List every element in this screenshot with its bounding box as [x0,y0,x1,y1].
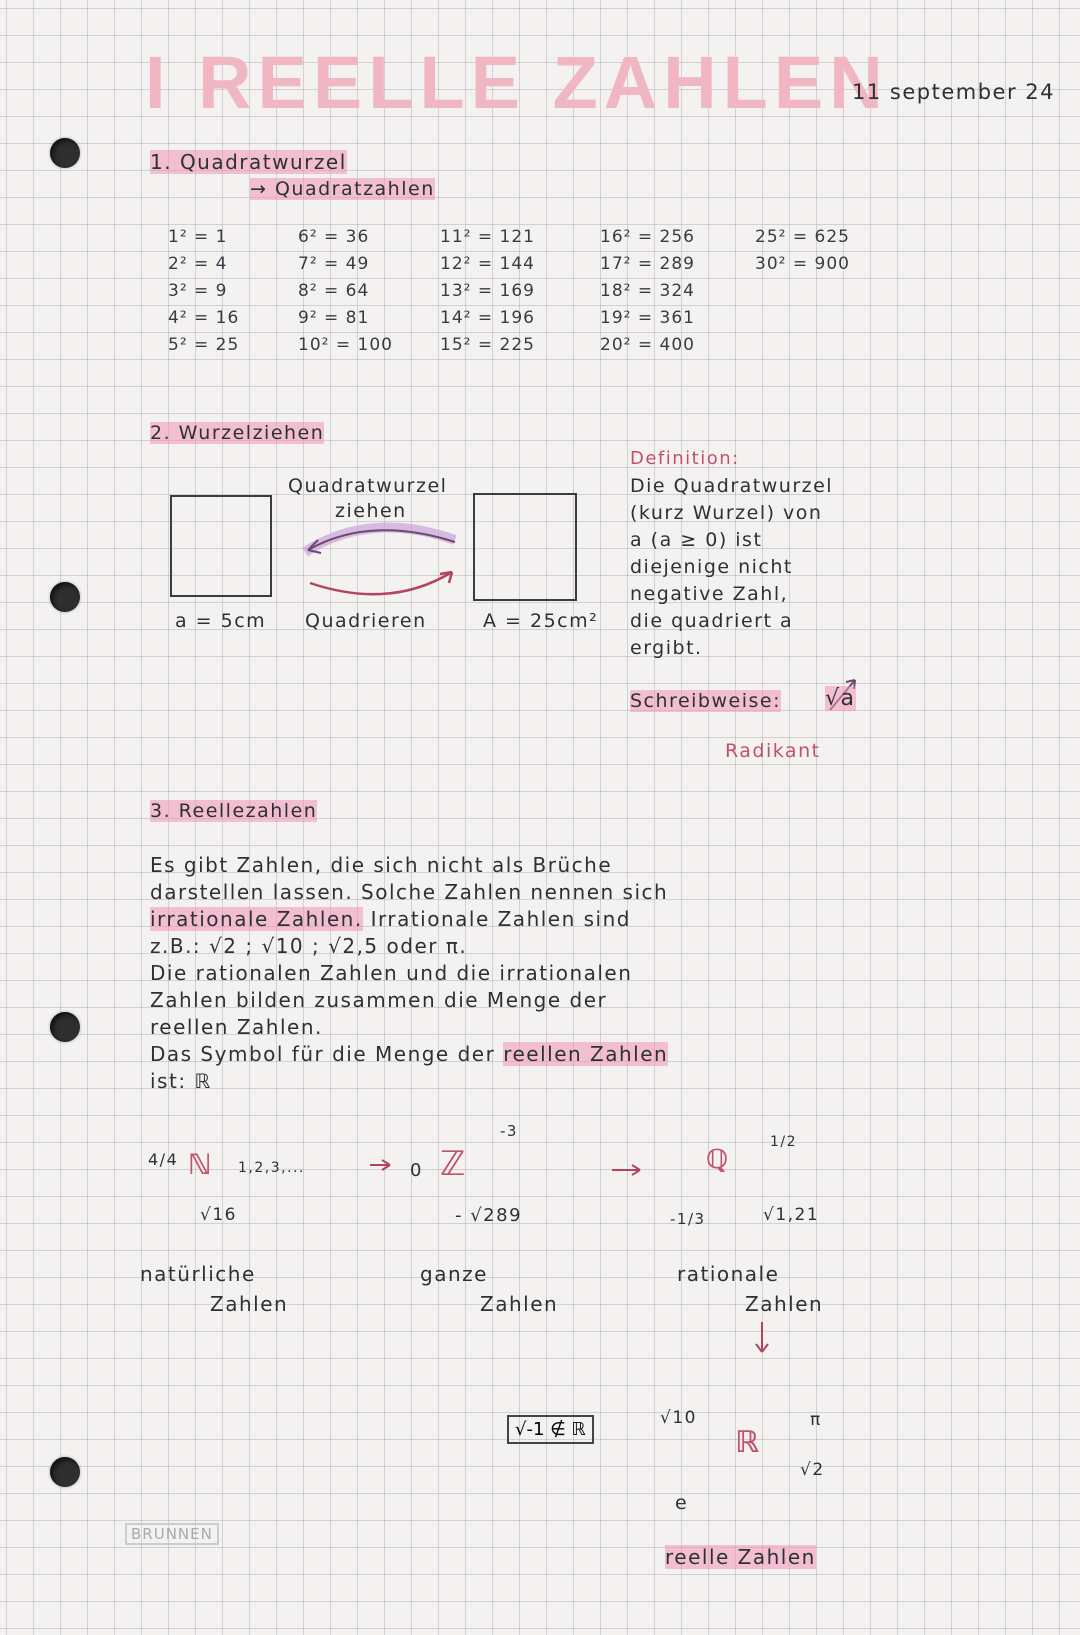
definition-line: die quadriert a [630,610,794,632]
definition-title: Definition: [630,448,740,469]
square-item: 17² = 289 [600,254,695,274]
rational-half: 1/2 [770,1134,798,1150]
brand-logo: BRUNNEN [125,1523,219,1545]
notation-symbol: √a [825,686,856,711]
definition-line: negative Zahl, [630,583,789,605]
paragraph-line: ist: ℝ [150,1069,212,1093]
area-label: A = 25cm² [483,610,599,632]
rational-symbol: ℚ [706,1145,730,1175]
square-item: 12² = 144 [440,254,535,274]
paragraph-line: reellen Zahlen. [150,1015,323,1039]
square-item: 4² = 16 [168,308,240,328]
paragraph-line: Zahlen bilden zusammen die Menge der [150,988,608,1012]
square-item: 6² = 36 [298,227,370,247]
square-item: 30² = 900 [755,254,850,274]
real-sqrt2: √2 [800,1460,825,1480]
square-item: 15² = 225 [440,335,535,355]
notation-label: Schreibweise: [630,690,781,712]
square-item: 11² = 121 [440,227,535,247]
paragraph-line: darstellen lassen. Solche Zahlen nennen sich [150,880,669,904]
square-item: 8² = 64 [298,281,370,301]
natural-label-1: natürliche [140,1262,256,1286]
natural-fraction: 4/4 [148,1150,179,1169]
natural-root: √16 [200,1205,237,1225]
square-item: 20² = 400 [600,335,695,355]
arrow-top-label-2: ziehen [335,500,407,522]
paragraph-line: irrationale Zahlen. Irrationale Zahlen sind [150,907,631,931]
square-item: 1² = 1 [168,227,228,247]
definition-line: (kurz Wurzel) von [630,502,823,524]
arrow-bottom-label: Quadrieren [305,610,427,632]
real-e: e [675,1492,689,1514]
integer-negative: -3 [500,1122,518,1140]
section1-heading: 1. Quadratwurzel [150,150,347,174]
page-title: I REELLE ZAHLEN [145,41,889,124]
definition-line: Die Quadratwurzel [630,475,834,497]
natural-label-2: Zahlen [210,1292,289,1316]
square-item: 10² = 100 [298,335,393,355]
square-item: 7² = 49 [298,254,370,274]
section3-heading: 3. Reellezahlen [150,800,318,822]
square-item: 9² = 81 [298,308,370,328]
section1-subheading: → Quadratzahlen [250,178,435,200]
section2-heading: 2. Wurzelziehen [150,422,325,444]
natural-symbol: ℕ [188,1148,213,1181]
integer-label-1: ganze [420,1262,488,1286]
section3-paragraph [150,852,668,1095]
integer-zero: 0 [410,1160,423,1181]
square-item: 25² = 625 [755,227,850,247]
real-sqrt10: √10 [660,1408,697,1428]
not-real-box: √-1 ∉ ℝ [507,1415,594,1444]
definition-line: a (a ≥ 0) ist [630,529,763,551]
integer-label-2: Zahlen [480,1292,559,1316]
integer-root: - √289 [455,1205,523,1226]
square-item: 5² = 25 [168,335,240,355]
paragraph-line: Die rationalen Zahlen und die irrationalen [150,961,633,985]
definition-text [630,473,833,662]
square-item: 16² = 256 [600,227,695,247]
real-pi: π [810,1410,822,1430]
definition-line: ergibt. [630,637,703,659]
integer-symbol: ℤ [440,1144,467,1184]
square-item: 19² = 361 [600,308,695,328]
square-item: 14² = 196 [440,308,535,328]
rational-neg-third: -1/3 [670,1210,706,1228]
rational-root: √1,21 [763,1205,820,1225]
paragraph-line: z.B.: √2 ; √10 ; √2,5 oder π. [150,934,468,958]
side-length-label: a = 5cm [175,610,267,632]
natural-members: 1,2,3,... [238,1160,305,1176]
date: 11 september 24 [852,80,1055,104]
paragraph-line: Das Symbol für die Menge der reellen Zahlen [150,1042,669,1066]
rational-label-2: Zahlen [745,1292,824,1316]
radicand-label: Radikant [725,740,821,762]
real-label: reelle Zahlen [665,1545,816,1569]
arrow-top-label: Quadratwurzel [288,475,448,497]
definition-line: diejenige nicht [630,556,793,578]
square-item: 3² = 9 [168,281,228,301]
square-item: 2² = 4 [168,254,228,274]
square-item: 18² = 324 [600,281,695,301]
paragraph-line: Es gibt Zahlen, die sich nicht als Brüche [150,853,613,877]
real-symbol: ℝ [735,1425,761,1460]
rational-label-1: rationale [677,1262,780,1286]
arrow-path-square [310,572,452,594]
square-item: 13² = 169 [440,281,535,301]
